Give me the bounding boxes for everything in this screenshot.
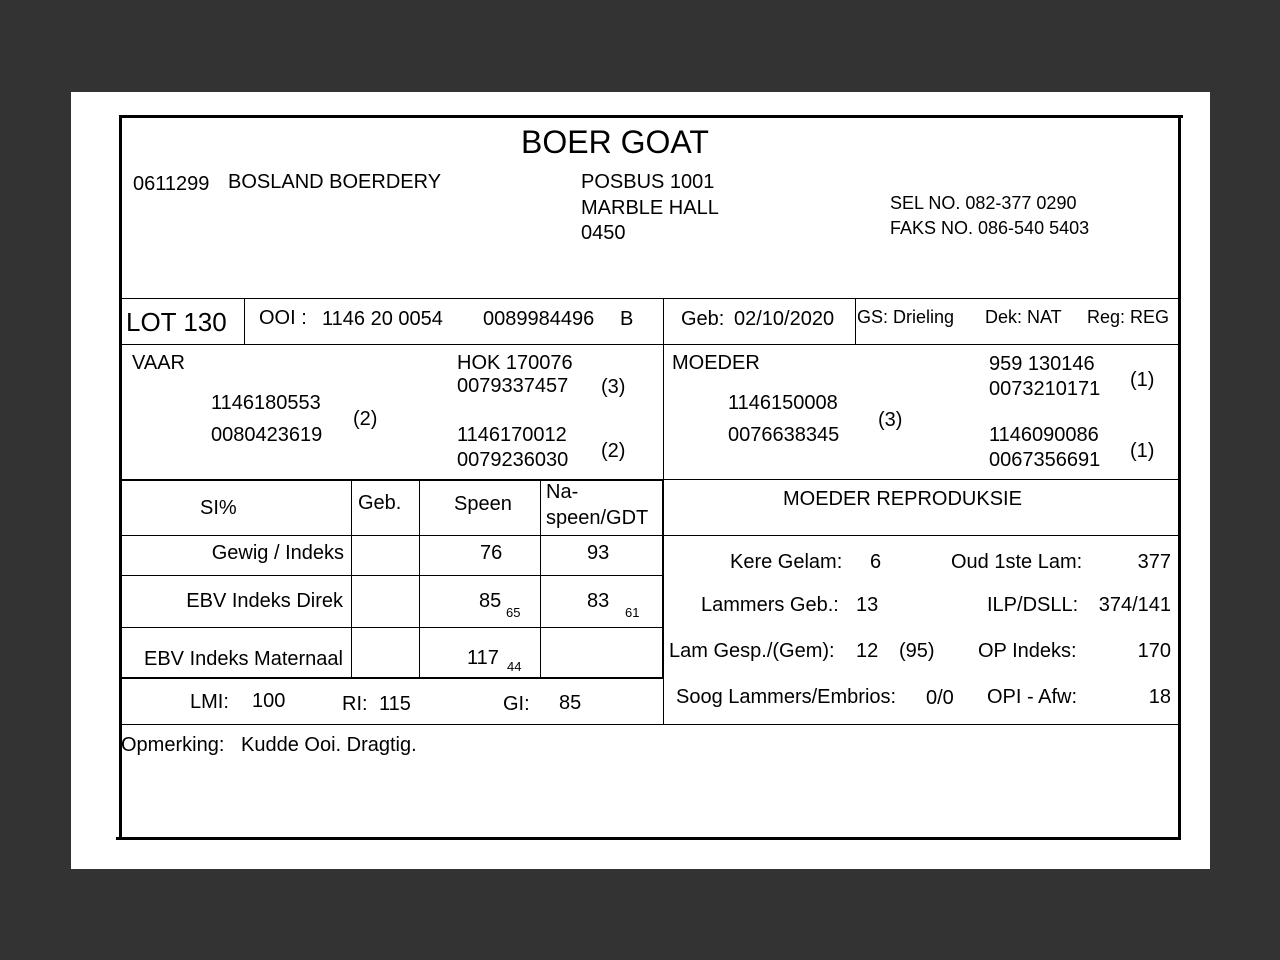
row-label-gewig: Gewig / Indeks	[211, 542, 344, 564]
sire-sire-count: (3)	[601, 376, 626, 398]
op-index-value: 170	[1137, 640, 1171, 662]
rule-remark-top	[120, 724, 1179, 725]
address-line-2: MARBLE HALL	[581, 197, 719, 219]
suckling-lambs-label: Soog Lammers/Embrios:	[676, 686, 897, 708]
row-label-maternaal: EBV Indeks Maternaal	[144, 648, 343, 670]
frame-top	[119, 115, 1183, 118]
rule-geb-divider	[855, 298, 856, 344]
ooi-registration: 0089984496	[483, 308, 595, 330]
ooi-grade: B	[620, 308, 634, 330]
lambs-born-label: Lammers Geb.:	[701, 594, 839, 616]
sire-dam-id: 1146170012	[457, 424, 567, 446]
ri-label: RI:	[342, 693, 368, 715]
row-direk-speen: 85	[479, 590, 502, 612]
lmi-value: 100	[252, 690, 286, 712]
gi-value: 85	[559, 692, 582, 714]
dam-count: (3)	[878, 409, 903, 431]
suckling-lambs-value: 0/0	[926, 687, 954, 709]
opi-deviation-label: OPI - Afw:	[987, 686, 1078, 708]
sire-dam-count: (2)	[601, 440, 626, 462]
opi-deviation-value: 18	[1148, 686, 1171, 708]
dam-dam-id: 1146090086	[989, 424, 1099, 446]
birth-date-label: Geb:	[681, 308, 725, 330]
dam-sire-id: 959 130146	[989, 353, 1095, 375]
rule-pedigree-bottom-left	[120, 479, 664, 481]
dam-dam-count: (1)	[1130, 440, 1155, 462]
dam-sire-registration: 0073210171	[989, 378, 1101, 400]
ilp-dsll-value: 374/141	[1098, 594, 1171, 616]
speen-header: Speen	[454, 493, 512, 515]
sire-id: 1146180553	[211, 392, 321, 414]
first-lamb-age-label: Oud 1ste Lam:	[951, 551, 1083, 573]
rule-index-row2	[120, 627, 664, 628]
phone-number: SEL NO. 082-377 0290	[890, 193, 1077, 213]
gi-label: GI:	[503, 693, 530, 715]
lmi-label: LMI:	[190, 691, 229, 713]
kere-gelam-value: 6	[870, 551, 882, 573]
rule-index-bottom	[120, 677, 664, 679]
lambs-weaned-average: (95)	[899, 640, 935, 662]
address-line-1: POSBUS 1001	[581, 171, 715, 193]
first-lamb-age-value: 377	[1137, 551, 1171, 573]
rule-index-header	[120, 535, 664, 536]
frame-bottom	[116, 837, 1180, 840]
dam-dam-registration: 0067356691	[989, 449, 1101, 471]
si-percent-header: SI%	[200, 497, 237, 519]
naspeen-header-2: speen/GDT	[546, 507, 649, 529]
rule-repro-header	[664, 535, 1179, 536]
dam-registration: 0076638345	[728, 424, 840, 446]
naspeen-header-1: Na-	[546, 481, 579, 503]
ilp-dsll-label: ILP/DSLL:	[987, 594, 1079, 616]
rule-index-col1	[351, 481, 352, 678]
sire-label: VAAR	[132, 352, 185, 374]
kere-gelam-label: Kere Gelam:	[730, 551, 843, 573]
ri-value: 115	[379, 693, 411, 715]
sire-dam-registration: 0079236030	[457, 449, 569, 471]
breeder-code: 0611299	[133, 173, 210, 195]
dam-label: MOEDER	[672, 352, 760, 374]
remark-text: Kudde Ooi. Dragtig.	[241, 734, 417, 756]
row-label-direk: EBV Indeks Direk	[186, 590, 343, 612]
frame-right	[1178, 115, 1181, 840]
lot-card	[71, 92, 1210, 869]
dam-sire-count: (1)	[1130, 369, 1155, 391]
address-line-3: 0450	[581, 222, 626, 244]
rule-lot-top	[120, 298, 1179, 299]
page-title: BOER GOAT	[521, 124, 709, 160]
ooi-id: 1146 20 0054	[322, 308, 443, 330]
rule-index-col2	[419, 481, 420, 678]
sire-count: (2)	[353, 408, 378, 430]
rule-lot-bottom	[120, 344, 1179, 345]
registration-status: Reg: REG	[1087, 307, 1170, 327]
rule-index-right	[662, 481, 664, 678]
mating-type: Dek: NAT	[985, 307, 1062, 327]
ooi-label: OOI :	[259, 307, 307, 329]
dam-id: 1146150008	[728, 392, 838, 414]
row-direk-speen-accuracy: 65	[506, 605, 521, 620]
frame-left	[119, 115, 122, 840]
row-direk-naspeen-accuracy: 61	[625, 605, 640, 620]
breeder-name: BOSLAND BOERDERY	[228, 171, 442, 193]
sire-registration: 0080423619	[211, 424, 323, 446]
op-index-label: OP Indeks:	[978, 640, 1077, 662]
rule-pedigree-bottom-right	[664, 479, 1179, 480]
lot-number: LOT 130	[126, 307, 227, 337]
geb-header: Geb.	[358, 492, 402, 514]
fax-number: FAKS NO. 086-540 5403	[890, 218, 1090, 238]
lambs-weaned-label: Lam Gesp./(Gem):	[669, 640, 835, 662]
row-maternaal-speen-accuracy: 44	[507, 659, 522, 674]
rule-index-col3	[540, 481, 541, 678]
birth-status: GS: Drieling	[857, 307, 955, 327]
reproduction-title: MOEDER REPRODUKSIE	[783, 488, 1022, 510]
row-gewig-naspeen: 93	[587, 542, 610, 564]
remark-label: Opmerking:	[121, 734, 225, 756]
sire-sire-registration: 0079337457	[457, 375, 569, 397]
lambs-weaned-value: 12	[856, 640, 879, 662]
lambs-born-value: 13	[856, 594, 879, 616]
row-direk-naspeen: 83	[587, 590, 610, 612]
sire-sire-hok: HOK 170076	[457, 352, 573, 374]
rule-lot-divider	[244, 298, 245, 344]
rule-index-row1	[120, 575, 664, 576]
row-maternaal-speen: 117	[467, 647, 499, 669]
birth-date: 02/10/2020	[734, 308, 835, 330]
row-gewig-speen: 76	[480, 542, 503, 564]
